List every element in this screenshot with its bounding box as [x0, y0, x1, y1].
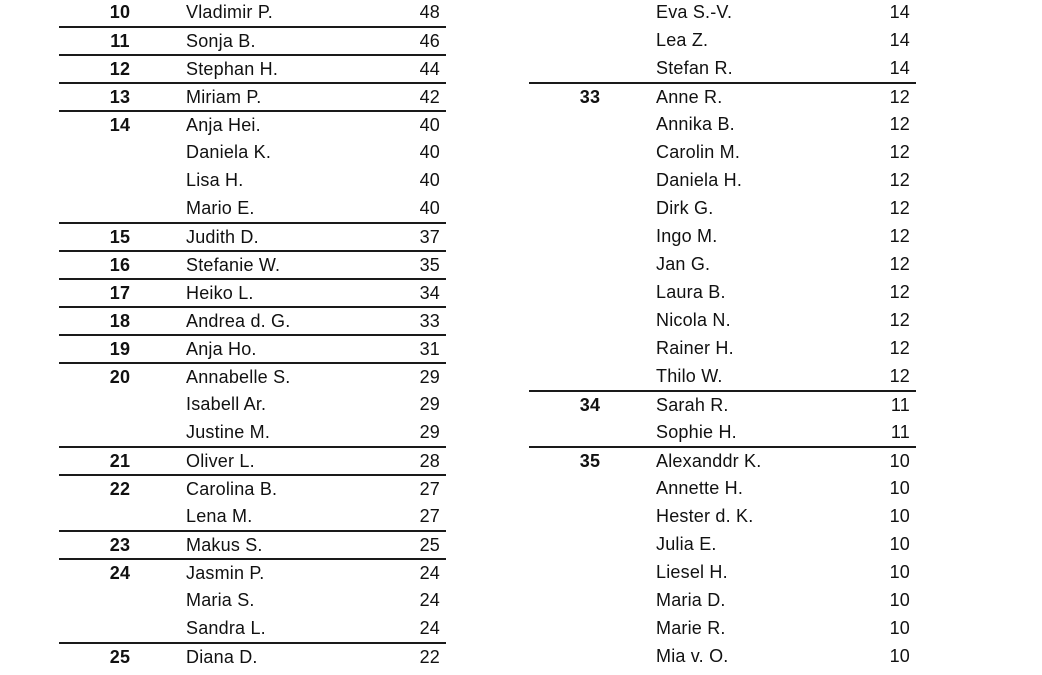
rank-number: 24	[109, 563, 131, 583]
participant-name: Eva S.-V.	[656, 2, 733, 22]
participant-name: Oliver L.	[186, 451, 255, 471]
participant-name: Maria S.	[186, 590, 255, 610]
score-value: 12	[889, 282, 910, 302]
score-value: 33	[419, 311, 440, 331]
participant-name: Mario E.	[186, 198, 255, 218]
score-value: 10	[889, 618, 910, 638]
score-value: 42	[419, 87, 440, 107]
score-value: 34	[419, 283, 440, 303]
score-value: 11	[890, 395, 910, 415]
rank-number: 11	[110, 31, 130, 51]
score-value: 40	[419, 115, 440, 135]
ranking-row	[59, 250, 446, 278]
rank-number: 20	[109, 367, 131, 387]
participant-name: Alexanddr K.	[656, 451, 762, 471]
score-value: 10	[889, 534, 910, 554]
ranking-row	[59, 82, 446, 110]
score-value: 44	[419, 59, 440, 79]
ranking-row	[59, 474, 446, 502]
rank-number: 19	[109, 339, 131, 359]
ranking-row	[529, 306, 916, 334]
score-value: 35	[419, 255, 440, 275]
ranking-row	[529, 194, 916, 222]
rank-number: 16	[109, 255, 131, 275]
ranking-row	[529, 166, 916, 194]
participant-name: Stefanie W.	[186, 255, 281, 275]
ranking-row	[59, 446, 446, 474]
participant-name: Jasmin P.	[186, 563, 265, 583]
score-value: 29	[419, 422, 440, 442]
participant-name: Lena M.	[186, 506, 253, 526]
participant-name: Stephan H.	[186, 59, 279, 79]
ranking-row	[59, 362, 446, 390]
score-value: 29	[419, 394, 440, 414]
score-value: 12	[889, 170, 910, 190]
rank-number: 22	[109, 479, 131, 499]
score-value: 10	[889, 562, 910, 582]
ranking-row	[59, 502, 446, 530]
score-value: 40	[419, 170, 440, 190]
participant-name: Daniela H.	[656, 170, 743, 190]
rank-number: 15	[109, 227, 131, 247]
participant-name: Mia v. O.	[656, 646, 729, 666]
ranking-row	[529, 362, 916, 390]
participant-name: Laura B.	[656, 282, 726, 302]
participant-name: Judith D.	[186, 227, 259, 247]
ranking-row	[59, 530, 446, 558]
score-value: 10	[889, 451, 910, 471]
ranking-row	[529, 278, 916, 306]
score-value: 25	[419, 535, 440, 555]
participant-name: Annika B.	[656, 114, 735, 134]
score-value: 12	[889, 198, 910, 218]
score-value: 11	[890, 422, 910, 442]
participant-name: Ingo M.	[656, 226, 718, 246]
ranking-row	[529, 0, 916, 26]
ranking-column-left	[59, 0, 446, 670]
participant-name: Daniela K.	[186, 142, 272, 162]
participant-name: Sarah R.	[656, 395, 729, 415]
ranking-row	[59, 614, 446, 642]
score-value: 46	[419, 31, 440, 51]
ranking-row	[59, 166, 446, 194]
rank-number: 17	[109, 283, 131, 303]
participant-name: Lisa H.	[186, 170, 244, 190]
ranking-row	[59, 26, 446, 54]
rank-number: 12	[109, 59, 131, 79]
score-value: 24	[419, 590, 440, 610]
score-value: 12	[889, 366, 910, 386]
score-value: 10	[889, 646, 910, 666]
participant-name: Heiko L.	[186, 283, 254, 303]
ranking-row	[59, 558, 446, 586]
ranking-row	[529, 82, 916, 110]
score-value: 10	[889, 590, 910, 610]
score-value: 40	[419, 198, 440, 218]
rank-number: 21	[109, 451, 131, 471]
ranking-row	[59, 110, 446, 138]
ranking-row	[529, 614, 916, 642]
score-value: 10	[889, 478, 910, 498]
score-value: 27	[419, 479, 440, 499]
ranking-row	[59, 54, 446, 82]
ranking-row	[529, 222, 916, 250]
participant-name: Anne R.	[656, 87, 723, 107]
ranking-row	[529, 502, 916, 530]
score-value: 14	[889, 30, 910, 50]
participant-name: Makus S.	[186, 535, 263, 555]
score-value: 31	[419, 339, 440, 359]
ranking-row	[59, 138, 446, 166]
participant-name: Anja Ho.	[186, 339, 257, 359]
participant-name: Sonja B.	[186, 31, 256, 51]
ranking-row	[59, 586, 446, 614]
rank-number: 34	[579, 395, 601, 415]
participant-name: Lea Z.	[656, 30, 709, 50]
participant-name: Nicola N.	[656, 310, 731, 330]
ranking-row	[529, 558, 916, 586]
ranking-row	[59, 194, 446, 222]
score-value: 28	[419, 451, 440, 471]
rank-number: 14	[109, 115, 131, 135]
ranking-row	[529, 418, 916, 446]
ranking-row	[529, 642, 916, 670]
ranking-row	[59, 306, 446, 334]
participant-name: Sandra L.	[186, 618, 266, 638]
rank-number: 18	[109, 311, 131, 331]
ranking-row	[59, 334, 446, 362]
ranking-row	[529, 446, 916, 474]
score-value: 29	[419, 367, 440, 387]
score-value: 14	[889, 2, 910, 22]
participant-name: Diana D.	[186, 647, 258, 667]
score-value: 12	[889, 142, 910, 162]
ranking-row	[529, 138, 916, 166]
ranking-row	[59, 0, 446, 26]
score-value: 12	[889, 226, 910, 246]
rank-number: 10	[109, 2, 131, 22]
participant-name: Sophie H.	[656, 422, 737, 442]
rank-number: 35	[579, 451, 601, 471]
ranking-row	[529, 586, 916, 614]
participant-name: Jan G.	[656, 254, 711, 274]
ranking-row	[59, 222, 446, 250]
participant-name: Dirk G.	[656, 198, 714, 218]
ranking-row	[529, 474, 916, 502]
ranking-column-right	[529, 0, 916, 670]
participant-name: Stefan R.	[656, 58, 733, 78]
participant-name: Rainer H.	[656, 338, 734, 358]
score-value: 48	[419, 2, 440, 22]
ranking-row	[529, 334, 916, 362]
score-value: 12	[889, 310, 910, 330]
rank-number: 25	[109, 647, 131, 667]
participant-name: Hester d. K.	[656, 506, 754, 526]
ranking-row	[59, 642, 446, 670]
ranking-row	[529, 530, 916, 558]
score-value: 12	[889, 254, 910, 274]
ranking-row	[529, 54, 916, 82]
participant-name: Thilo W.	[656, 366, 723, 386]
score-value: 12	[889, 338, 910, 358]
rank-number: 13	[109, 87, 131, 107]
ranking-row	[59, 390, 446, 418]
ranking-row	[529, 250, 916, 278]
participant-name: Isabell Ar.	[186, 394, 267, 414]
participant-name: Miriam P.	[186, 87, 262, 107]
participant-name: Julia E.	[656, 534, 717, 554]
ranking-row	[529, 390, 916, 418]
rank-number: 33	[579, 87, 601, 107]
participant-name: Vladimir P.	[186, 2, 273, 22]
score-value: 14	[889, 58, 910, 78]
ranking-row	[529, 110, 916, 138]
score-value: 12	[889, 87, 910, 107]
participant-name: Andrea d. G.	[186, 311, 291, 331]
participant-name: Liesel H.	[656, 562, 728, 582]
ranking-row	[529, 26, 916, 54]
participant-name: Annabelle S.	[186, 367, 291, 387]
score-value: 40	[419, 142, 440, 162]
score-value: 24	[419, 563, 440, 583]
score-value: 22	[419, 647, 440, 667]
score-value: 37	[419, 227, 440, 247]
participant-name: Marie R.	[656, 618, 726, 638]
score-value: 12	[889, 114, 910, 134]
ranking-row	[59, 418, 446, 446]
participant-name: Carolina B.	[186, 479, 278, 499]
participant-name: Annette H.	[656, 478, 744, 498]
score-value: 24	[419, 618, 440, 638]
participant-name: Justine M.	[186, 422, 271, 442]
participant-name: Anja Hei.	[186, 115, 261, 135]
rank-number: 23	[109, 535, 131, 555]
participant-name: Carolin M.	[656, 142, 741, 162]
participant-name: Maria D.	[656, 590, 726, 610]
score-value: 10	[889, 506, 910, 526]
score-value: 27	[419, 506, 440, 526]
ranking-row	[59, 278, 446, 306]
